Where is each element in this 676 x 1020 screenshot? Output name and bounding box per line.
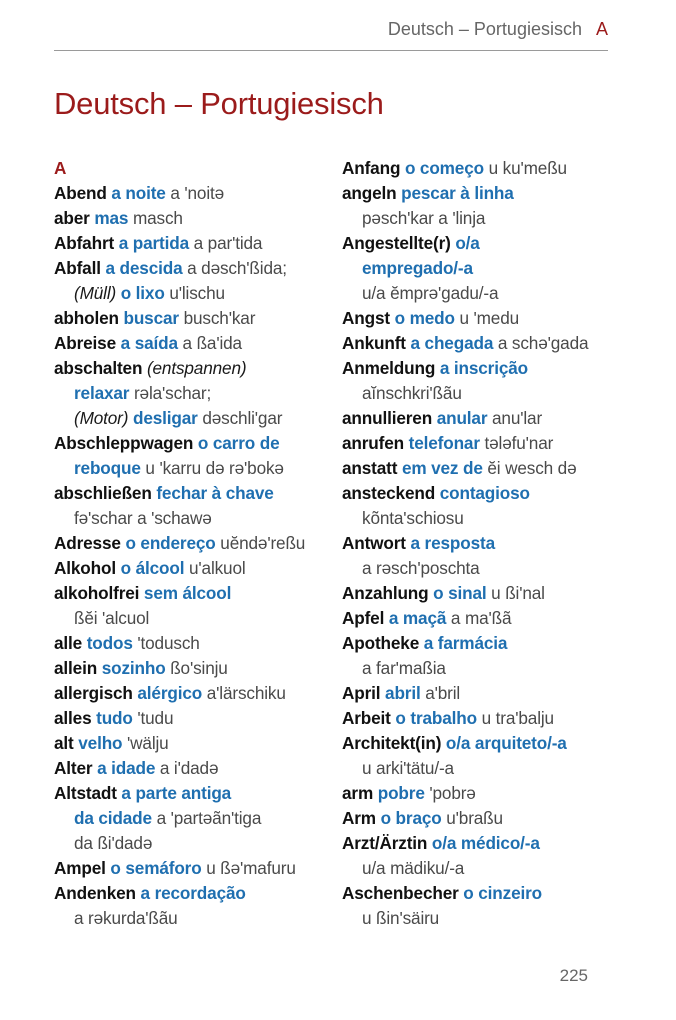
entry-continuation-line — [54, 456, 338, 481]
usage-note: (Müll) — [74, 283, 117, 303]
translation: o/a arquiteto/-a — [445, 733, 567, 753]
entry-line — [54, 781, 338, 806]
pronunciation: aĭnschkri'ßãu — [362, 383, 462, 403]
pronunciation: u arki'tätu/-a — [362, 758, 454, 778]
translation: a parte antiga — [121, 783, 232, 803]
translation: o começo — [404, 158, 484, 178]
translation: empregado/-a — [362, 258, 473, 278]
translation: tudo — [96, 708, 133, 728]
entry-line — [342, 331, 642, 356]
headword: Abschleppwagen — [54, 433, 194, 453]
entry-line — [54, 206, 338, 231]
translation: alérgico — [137, 683, 203, 703]
pronunciation: u tra'balju — [481, 708, 554, 728]
translation: a farmácia — [423, 633, 508, 653]
pronunciation: tələfu'nar — [484, 433, 554, 453]
entry-continuation-line — [342, 381, 642, 406]
translation: a resposta — [410, 533, 495, 553]
entry-line — [54, 431, 338, 456]
pronunciation: a ma'ßã — [450, 608, 512, 628]
entry-continuation-line — [342, 906, 642, 931]
entry-line — [342, 231, 642, 256]
header-divider — [54, 50, 608, 51]
pronunciation: kõnta'schiosu — [362, 508, 464, 528]
pronunciation: fə'schar a 'schawə — [74, 508, 212, 528]
entry-line — [342, 481, 642, 506]
headword: arm — [342, 783, 374, 803]
entry-line — [342, 156, 642, 181]
entry-continuation-line — [54, 606, 338, 631]
entry-line — [54, 331, 338, 356]
headword: April — [342, 683, 381, 703]
pronunciation: a'bril — [425, 683, 461, 703]
pronunciation: a par'tida — [193, 233, 263, 253]
pronunciation: a ßa'ida — [182, 333, 242, 353]
headword: allein — [54, 658, 98, 678]
translation: abril — [385, 683, 421, 703]
headword: Antwort — [342, 533, 406, 553]
running-header-letter: A — [595, 19, 608, 39]
pronunciation: u'braßu — [446, 808, 503, 828]
translation: pescar à linha — [401, 183, 514, 203]
entry-line — [54, 231, 338, 256]
translation: o semáforo — [110, 858, 202, 878]
entry-continuation-line — [342, 506, 642, 531]
translation: o sinal — [433, 583, 487, 603]
entry-line — [342, 681, 642, 706]
entry-line — [54, 531, 338, 556]
pronunciation: u ku'meßu — [488, 158, 567, 178]
headword: anrufen — [342, 433, 404, 453]
entry-line — [342, 706, 642, 731]
headword: alt — [54, 733, 74, 753]
headword: Andenken — [54, 883, 136, 903]
entry-line — [342, 181, 642, 206]
headword: aber — [54, 208, 90, 228]
entry-continuation-line — [54, 506, 338, 531]
dictionary-column-left — [54, 156, 338, 931]
translation: sozinho — [101, 658, 166, 678]
headword: Adresse — [54, 533, 121, 553]
pronunciation: u 'medu — [459, 308, 520, 328]
entry-line — [342, 631, 642, 656]
pronunciation: u 'karru də rə'bokə — [145, 458, 284, 478]
translation: anular — [436, 408, 488, 428]
headword: Alter — [54, 758, 93, 778]
translation: sem álcool — [143, 583, 232, 603]
headword: ansteckend — [342, 483, 436, 503]
translation: a chegada — [410, 333, 494, 353]
entry-line — [342, 581, 642, 606]
entry-line — [54, 706, 338, 731]
entry-line — [342, 431, 642, 456]
entry-continuation-line — [54, 381, 338, 406]
headword: abschalten — [54, 358, 143, 378]
translation: a maçã — [388, 608, 447, 628]
pronunciation: a 'partəãn'tiga — [156, 808, 262, 828]
translation: a saída — [120, 333, 178, 353]
pronunciation: u'lischu — [169, 283, 225, 303]
translation: o álcool — [120, 558, 185, 578]
headword: Alkohol — [54, 558, 116, 578]
entry-continuation-line — [342, 556, 642, 581]
pronunciation: anu'lar — [492, 408, 543, 428]
headword: Angestellte(r) — [342, 233, 451, 253]
headword: Arbeit — [342, 708, 391, 728]
entry-line — [342, 606, 642, 631]
pronunciation: a'lärschiku — [206, 683, 286, 703]
entry-line — [54, 156, 338, 181]
headword: angeln — [342, 183, 397, 203]
translation: o lixo — [120, 283, 165, 303]
translation: a noite — [111, 183, 166, 203]
translation: o braço — [380, 808, 442, 828]
pronunciation: u'alkuol — [189, 558, 246, 578]
translation: o trabalho — [395, 708, 477, 728]
headword: Abfall — [54, 258, 101, 278]
translation: desligar — [132, 408, 198, 428]
headword: Apfel — [342, 608, 385, 628]
entry-line — [342, 306, 642, 331]
page-title: Deutsch – Portugiesisch — [54, 86, 384, 121]
entry-line — [54, 481, 338, 506]
entry-continuation-line — [342, 281, 642, 306]
entry-line — [54, 731, 338, 756]
pronunciation: a schə'gada — [497, 333, 589, 353]
pronunciation: a rəsch'poschta — [362, 558, 480, 578]
pronunciation: rəla'schar; — [133, 383, 212, 403]
headword: Angst — [342, 308, 390, 328]
usage-note: (Motor) — [74, 408, 129, 428]
pronunciation: u/a ĕmprə'gadu/-a — [362, 283, 499, 303]
headword: Abreise — [54, 333, 117, 353]
headword: Aschenbecher — [342, 883, 459, 903]
pronunciation: pəsch'kar a 'linja — [362, 208, 486, 228]
entry-continuation-line — [54, 806, 338, 831]
pronunciation: u/a mädiku/-a — [362, 858, 465, 878]
translation: o medo — [394, 308, 455, 328]
headword: Abend — [54, 183, 107, 203]
entry-line — [54, 881, 338, 906]
entry-line — [54, 856, 338, 881]
entry-line — [342, 781, 642, 806]
pronunciation: a far'maßia — [362, 658, 446, 678]
entry-line — [342, 406, 642, 431]
headword: allergisch — [54, 683, 133, 703]
running-header — [54, 18, 608, 40]
headword: abschließen — [54, 483, 152, 503]
translation: reboque — [74, 458, 141, 478]
entry-line — [54, 581, 338, 606]
pronunciation: ĕi wesch də — [487, 458, 577, 478]
pronunciation: da ßi'dadə — [74, 833, 153, 853]
translation: mas — [94, 208, 129, 228]
entry-line — [342, 531, 642, 556]
headword: anstatt — [342, 458, 398, 478]
translation: buscar — [123, 308, 179, 328]
translation: o/a médico/-a — [431, 833, 540, 853]
translation: velho — [78, 733, 123, 753]
pronunciation: 'pobrə — [429, 783, 476, 803]
pronunciation: a 'noitə — [170, 183, 225, 203]
translation: o carro de — [197, 433, 280, 453]
translation: a recordação — [140, 883, 246, 903]
pronunciation: uĕndə'reßu — [220, 533, 306, 553]
entry-line — [54, 681, 338, 706]
page-number: 225 — [559, 966, 588, 985]
translation: da cidade — [74, 808, 152, 828]
entry-line — [342, 881, 642, 906]
entry-continuation-line — [54, 831, 338, 856]
translation: o endereço — [125, 533, 216, 553]
entry-line — [54, 356, 338, 381]
translation: fechar à chave — [156, 483, 274, 503]
translation: a partida — [118, 233, 189, 253]
entry-line — [54, 656, 338, 681]
headword: Ankunft — [342, 333, 406, 353]
headword: Architekt(in) — [342, 733, 442, 753]
entry-line — [54, 181, 338, 206]
entry-line — [342, 806, 642, 831]
headword: Anfang — [342, 158, 401, 178]
headword: Anzahlung — [342, 583, 429, 603]
pronunciation: a i'dadə — [159, 758, 219, 778]
headword: annullieren — [342, 408, 433, 428]
pronunciation: ßĕi 'alcuol — [74, 608, 150, 628]
headword: Arzt/Ärztin — [342, 833, 428, 853]
pronunciation: u ßi'nal — [491, 583, 545, 603]
headword: alkoholfrei — [54, 583, 140, 603]
entry-continuation-line — [342, 756, 642, 781]
translation: relaxar — [74, 383, 130, 403]
entry-continuation-line — [54, 281, 338, 306]
headword: alles — [54, 708, 92, 728]
translation: telefonar — [408, 433, 480, 453]
dictionary-column-right — [342, 156, 642, 931]
section-letter: A — [54, 158, 67, 178]
entry-continuation-line — [342, 206, 642, 231]
entry-line — [54, 756, 338, 781]
pronunciation: u ßə'mafuru — [206, 858, 296, 878]
pronunciation: ßo'sinju — [170, 658, 228, 678]
headword: Altstadt — [54, 783, 117, 803]
translation: em vez de — [401, 458, 483, 478]
pronunciation: a dəsch'ßida; — [187, 258, 287, 278]
pronunciation: 'wälju — [127, 733, 169, 753]
translation: a idade — [97, 758, 156, 778]
translation: todos — [86, 633, 133, 653]
translation: a descida — [105, 258, 183, 278]
running-header-title: Deutsch – Portugiesisch — [387, 19, 582, 39]
pronunciation: u ßin'säiru — [362, 908, 440, 928]
entry-line — [342, 731, 642, 756]
entry-line — [54, 306, 338, 331]
pronunciation: 'tudu — [137, 708, 174, 728]
translation: o/a — [455, 233, 480, 253]
pronunciation: a rəkurda'ßãu — [74, 908, 178, 928]
entry-line — [342, 356, 642, 381]
headword: Apotheke — [342, 633, 420, 653]
entry-continuation-line — [342, 656, 642, 681]
translation: o cinzeiro — [463, 883, 543, 903]
headword: alle — [54, 633, 83, 653]
translation: contagioso — [439, 483, 530, 503]
entry-continuation-line — [342, 256, 642, 281]
entry-line — [54, 256, 338, 281]
entry-continuation-line — [54, 906, 338, 931]
headword: Anmeldung — [342, 358, 436, 378]
headword: abholen — [54, 308, 119, 328]
translation: pobre — [377, 783, 425, 803]
entry-line — [342, 831, 642, 856]
entry-line — [54, 556, 338, 581]
pronunciation: dəschli'gar — [202, 408, 283, 428]
headword: Ampel — [54, 858, 106, 878]
entry-line — [54, 631, 338, 656]
entry-continuation-line — [54, 406, 338, 431]
usage-note: (entspannen) — [146, 358, 247, 378]
pronunciation: 'todusch — [137, 633, 200, 653]
pronunciation: busch'kar — [183, 308, 256, 328]
translation: a inscrição — [439, 358, 528, 378]
headword: Abfahrt — [54, 233, 115, 253]
entry-continuation-line — [342, 856, 642, 881]
pronunciation: masch — [132, 208, 183, 228]
entry-line — [342, 456, 642, 481]
headword: Arm — [342, 808, 376, 828]
